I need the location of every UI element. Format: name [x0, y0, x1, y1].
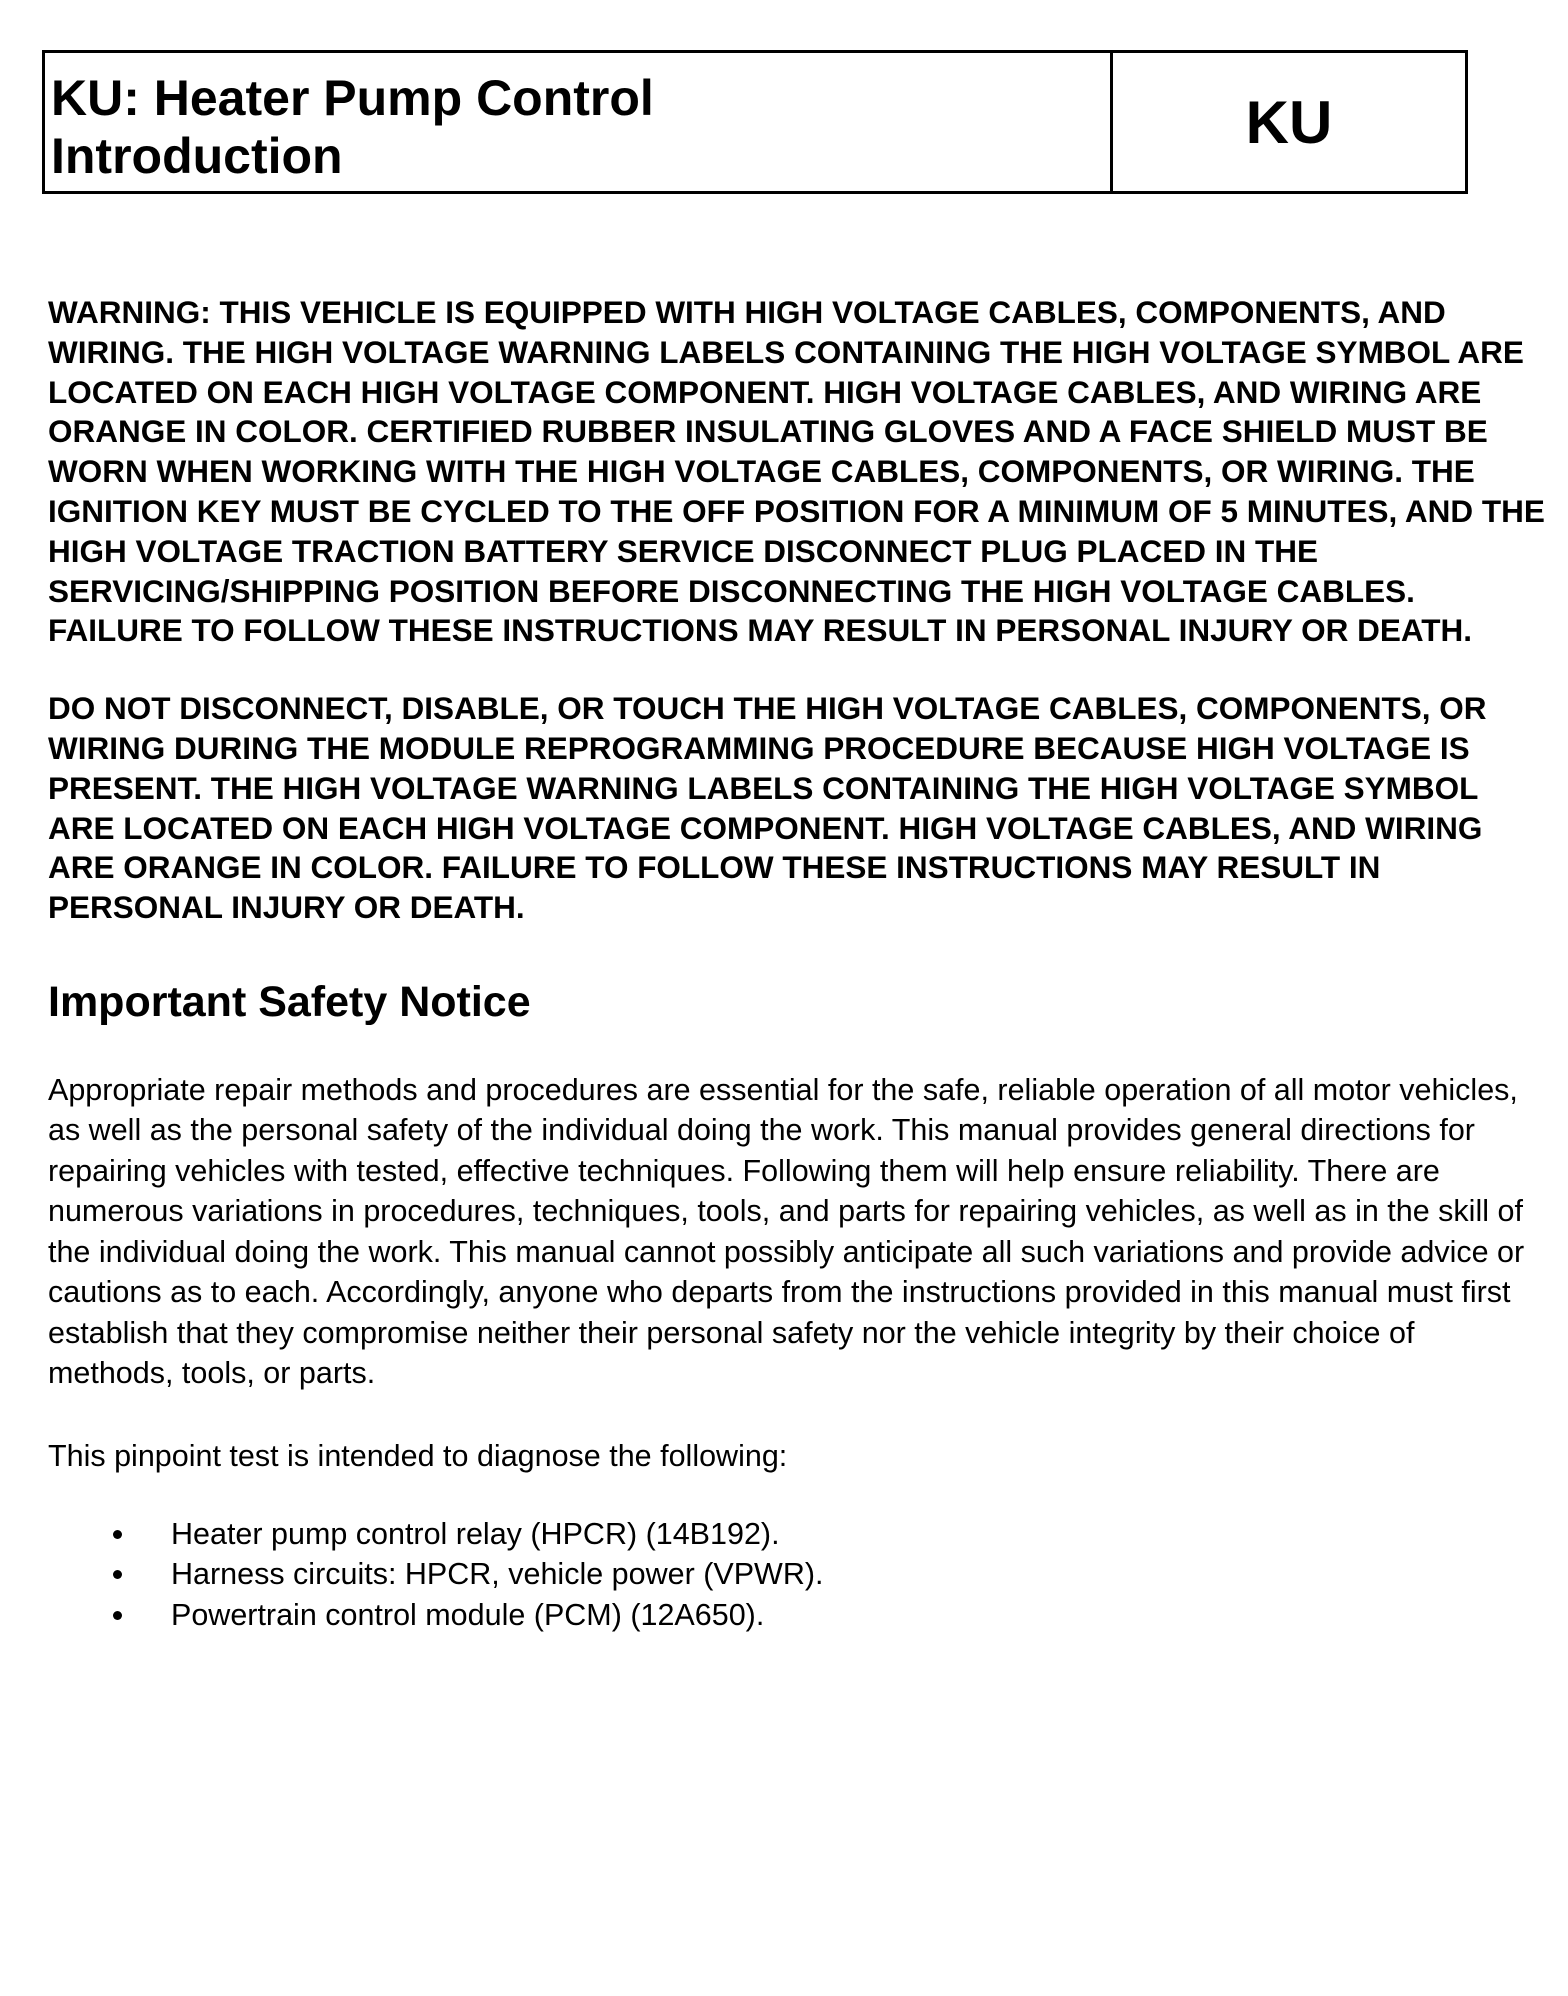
list-item-text: Heater pump control relay (HPCR) (14B192). — [171, 1516, 780, 1551]
page-title — [45, 53, 1113, 191]
list-item-text: Harness circuits: HPCR, vehicle power (VPWR). — [171, 1557, 824, 1592]
page-title-line2: Introduction — [51, 128, 343, 184]
section-code: KU — [1245, 88, 1333, 156]
bullet-icon — [113, 1570, 122, 1579]
reprogramming-warning: DO NOT DISCONNECT, DISABLE, OR TOUCH THE HIGH VOLTAGE CABLES, COMPONENTS, OR WIRING DURING THE MODULE REPROGRAMMING PROCEDURE BECAUSE HIGH VOLTAGE IS PRESENT. THE HIGH VOLTAGE WARNING LABELS CONTAINING THE HIGH VOLTAGE SYMBOL ARE LOCATED ON EACH HIGH VOLTAGE COMPONENT. HIGH VOLTAGE CABLES, AND WIRING ARE ORANGE IN COLOR. FAILURE TO FOLLOW THESE INSTRUCTIONS MAY RESULT IN PERSONAL INJURY OR DEATH. — [48, 690, 1487, 926]
list-item — [48, 1514, 1548, 1555]
document-body — [48, 293, 1548, 1635]
bullet-icon — [113, 1530, 122, 1539]
diagnose-list — [48, 1514, 1548, 1636]
high-voltage-warning: WARNING: THIS VEHICLE IS EQUIPPED WITH HIGH VOLTAGE CABLES, COMPONENTS, AND WIRING. THE HIGH VOLTAGE WARNING LABELS CONTAINING THE HIGH VOLTAGE SYMBOL ARE LOCATED ON EACH HIGH VOLTAGE COMPONENT. HIGH VOLTAGE CABLES, AND WIRING ARE ORANGE IN COLOR. CERTIFIED RUBBER INSULATING GLOVES AND A FACE SHIELD MUST BE WORN WHEN WORKING WITH THE HIGH VOLTAGE CABLES, COMPONENTS, OR WIRING. THE IGNITION KEY MUST BE CYCLED TO THE OFF POSITION FOR A MINIMUM OF 5 MINUTES, AND THE HIGH VOLTAGE TRACTION BATTERY SERVICE DISCONNECT PLUG PLACED IN THE SERVICING/SHIPPING POSITION BEFORE DISCONNECTING THE HIGH VOLTAGE CABLES. FAILURE TO FOLLOW THESE INSTRUCTIONS MAY RESULT IN PERSONAL INJURY OR DEATH. — [48, 294, 1545, 649]
list-item-text: Powertrain control module (PCM) (12A650). — [171, 1597, 765, 1632]
safety-notice-heading: Important Safety Notice — [48, 977, 531, 1026]
list-item — [48, 1595, 1548, 1636]
page-title-line1: KU: Heater Pump Control — [51, 70, 654, 126]
bullet-icon — [113, 1611, 122, 1620]
safety-notice-body: Appropriate repair methods and procedures are essential for the safe, reliable operation of all motor vehicles, as well as the personal safety of the individual doing the work. This manual provides general directions for repairing vehicles with tested, effective techniques. Following them will help ensure reliability. There are numerous variations in procedures, techniques, tools, and parts for repairing vehicles, as well as in the skill of the individual doing the work. This manual cannot possibly anticipate all such variations and provide advice or cautions as to each. Accordingly, anyone who departs from the instructions provided in this manual must first establish that they compromise neither their personal safety nor the vehicle integrity by their choice of methods, tools, or parts. — [48, 1072, 1525, 1391]
list-item — [48, 1554, 1548, 1595]
header-box — [42, 50, 1468, 194]
pinpoint-intro: This pinpoint test is intended to diagnose the following: — [48, 1438, 788, 1473]
